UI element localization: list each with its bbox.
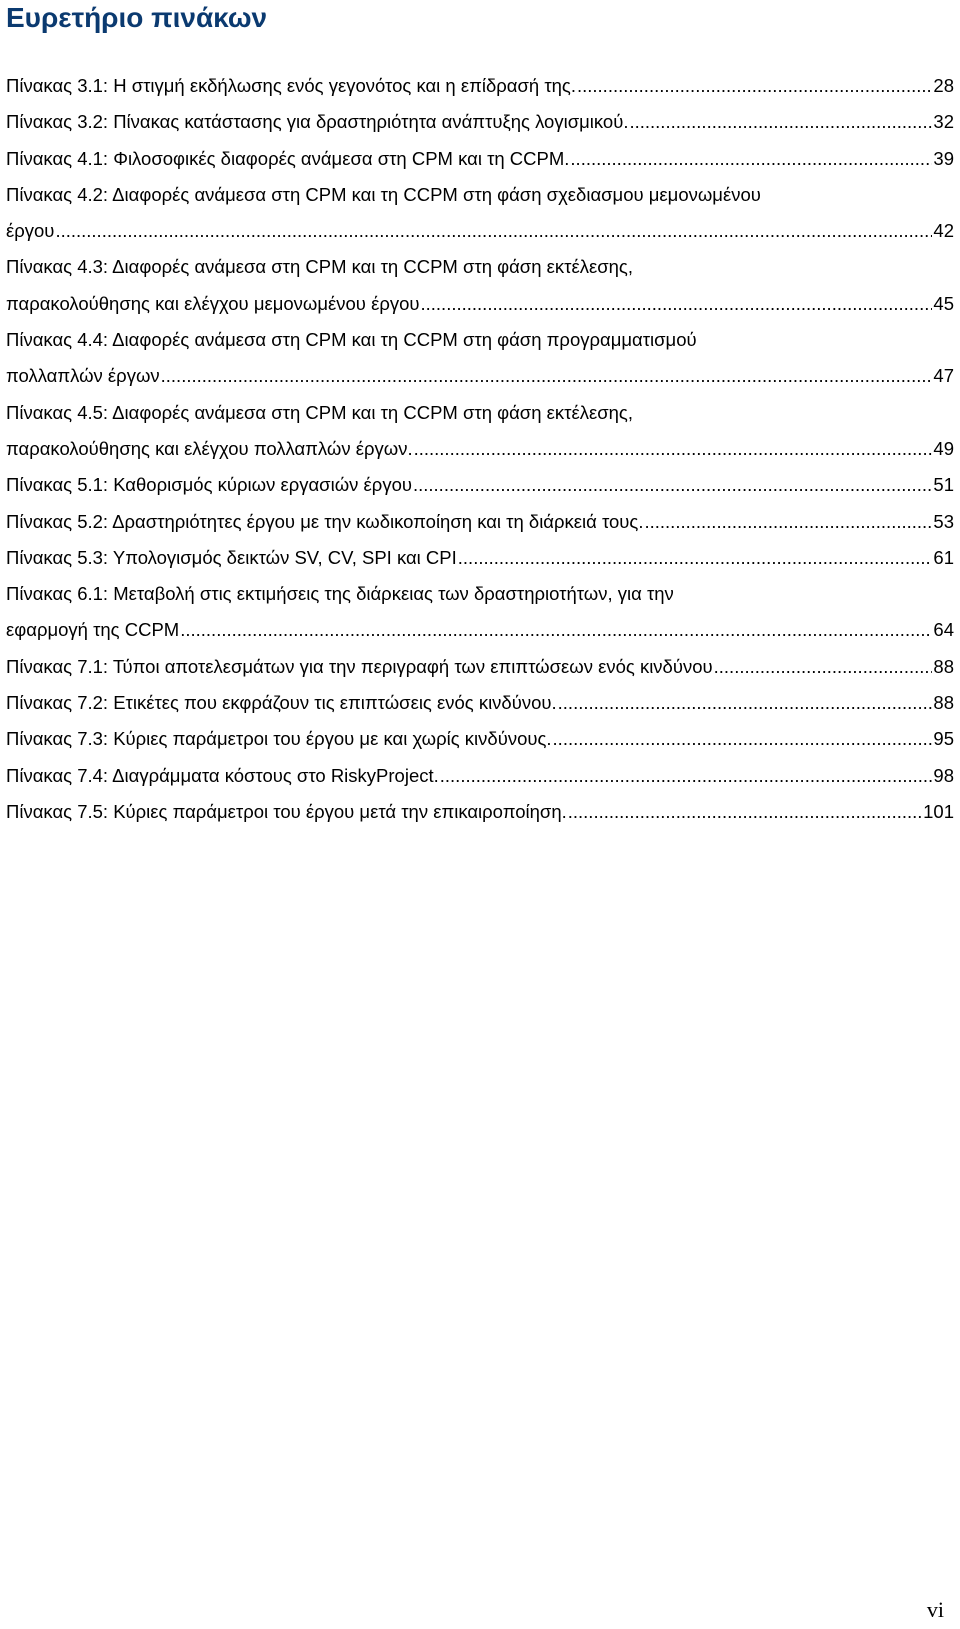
- toc-entry[interactable]: [6, 721, 954, 757]
- toc-entry-title: Πίνακας 7.4: Διαγράμματα κόστους στο RiskyProject.: [6, 764, 439, 786]
- dot-leader: [644, 504, 932, 540]
- toc-entry-first-line: Πίνακας 4.4: Διαφορές ανάμεσα στη CPM και τη CCPM στη φάση προγραμματισμού: [6, 329, 697, 351]
- toc-entry-title: Πίνακας 5.2: Δραστηριότητες έργου με την κωδικοποίηση και τη διάρκειά τους.: [6, 510, 644, 532]
- toc-entry-line: [6, 358, 954, 394]
- toc-entry-page-number: 101: [923, 800, 954, 822]
- dot-leader: [161, 358, 933, 394]
- toc-entry-page-number: 64: [933, 619, 954, 641]
- dot-leader: [553, 721, 933, 757]
- toc-entry[interactable]: [6, 504, 954, 540]
- document-page: [6, 0, 954, 1629]
- toc-entry[interactable]: [6, 467, 954, 503]
- dot-leader: [629, 104, 932, 140]
- toc-entry-line: [6, 467, 954, 503]
- dot-leader: [558, 685, 933, 721]
- toc-entry-line: [6, 649, 954, 685]
- dot-leader: [414, 431, 933, 467]
- dot-leader: [55, 213, 932, 249]
- toc-entry-line: [6, 758, 954, 794]
- toc-entry-line: [6, 213, 954, 249]
- toc-entry-page-number: 61: [933, 546, 954, 568]
- toc-entry-title: έργου: [6, 220, 55, 242]
- toc-entry-title: Πίνακας 7.2: Ετικέτες που εκφράζουν τις επιπτώσεις ενός κινδύνου.: [6, 692, 557, 714]
- toc-entry-line: [6, 104, 954, 140]
- toc-entry-title: Πίνακας 7.3: Κύριες παράμετροι του έργου με και χωρίς κινδύνους.: [6, 728, 552, 750]
- toc-entry-page-number: 42: [933, 220, 954, 242]
- toc-entry[interactable]: [6, 395, 954, 468]
- toc-entry-first-line: Πίνακας 6.1: Μεταβολή στις εκτιμήσεις της διάρκειας των δραστηριοτήτων, για την: [6, 583, 674, 605]
- toc-entry-title: Πίνακας 7.1: Τύποι αποτελεσμάτων για την περιγραφή των επιπτώσεων ενός κινδύνου: [6, 655, 713, 677]
- toc-entry[interactable]: [6, 322, 954, 395]
- toc-entry-page-number: 28: [933, 75, 954, 96]
- toc-entry[interactable]: [6, 141, 954, 177]
- toc-entry-page-number: 45: [933, 292, 954, 314]
- toc-entry-page-number: 98: [933, 764, 954, 786]
- footer-page-number: vi: [926, 1597, 944, 1622]
- toc-entry-line: [6, 286, 954, 322]
- page-title: Ευρετήριο πινάκων: [6, 2, 268, 33]
- toc-entry[interactable]: [6, 104, 954, 140]
- toc-entry-line: [6, 794, 954, 830]
- dot-leader: [180, 612, 932, 648]
- toc-entry-page-number: 51: [933, 474, 954, 496]
- toc-entry[interactable]: [6, 177, 954, 250]
- toc-entry[interactable]: [6, 249, 954, 322]
- toc-entry[interactable]: [6, 685, 954, 721]
- toc-entry-title: παρακολούθησης και ελέγχου πολλαπλών έργων.: [6, 437, 413, 459]
- toc-entry-page-number: 95: [933, 728, 954, 750]
- toc-entry-line: [6, 540, 954, 576]
- toc-entry-title: Πίνακας 7.5: Κύριες παράμετροι του έργου μετά την επικαιροποίηση.: [6, 800, 567, 822]
- toc-entry-line: [6, 68, 954, 104]
- toc-entry-first-line: Πίνακας 4.3: Διαφορές ανάμεσα στη CPM και τη CCPM στη φάση εκτέλεσης,: [6, 256, 633, 278]
- toc-entry-title: εφαρμογή της CCPM: [6, 619, 180, 641]
- toc-entry[interactable]: [6, 649, 954, 685]
- table-index-list: [6, 68, 954, 830]
- toc-entry-line: [6, 504, 954, 540]
- toc-entry-line: [6, 141, 954, 177]
- dot-leader: [458, 540, 933, 576]
- dot-leader: [577, 68, 932, 104]
- toc-entry-line: [6, 431, 954, 467]
- toc-entry[interactable]: [6, 576, 954, 649]
- toc-entry-line: [6, 721, 954, 757]
- toc-entry-title: Πίνακας 3.2: Πίνακας κατάστασης για δραστηριότητα ανάπτυξης λογισμικού.: [6, 111, 629, 133]
- toc-entry-page-number: 47: [933, 365, 954, 387]
- toc-entry-line: [6, 685, 954, 721]
- toc-entry[interactable]: [6, 68, 954, 104]
- toc-entry-first-line: Πίνακας 4.5: Διαφορές ανάμεσα στη CPM και τη CCPM στη φάση εκτέλεσης,: [6, 401, 633, 423]
- toc-entry-page-number: 53: [933, 510, 954, 532]
- toc-entry[interactable]: [6, 540, 954, 576]
- toc-entry-title: πολλαπλών έργων: [6, 365, 160, 387]
- toc-entry-title: Πίνακας 3.1: Η στιγμή εκδήλωσης ενός γεγονότος και η επίδρασή της.: [6, 75, 576, 96]
- toc-entry-line: [6, 612, 954, 648]
- toc-entry-page-number: 39: [933, 147, 954, 169]
- dot-leader: [440, 758, 933, 794]
- dot-leader: [421, 286, 933, 322]
- dot-leader: [568, 794, 922, 830]
- toc-entry-page-number: 88: [933, 655, 954, 677]
- toc-entry-title: παρακολούθησης και ελέγχου μεμονωμένου έργου: [6, 292, 420, 314]
- toc-entry-title: Πίνακας 4.1: Φιλοσοφικές διαφορές ανάμεσα στη CPM και τη CCPM.: [6, 147, 570, 169]
- toc-entry[interactable]: [6, 758, 954, 794]
- dot-leader: [413, 467, 932, 503]
- dot-leader: [570, 141, 932, 177]
- toc-entry[interactable]: [6, 794, 954, 830]
- toc-entry-first-line: Πίνακας 4.2: Διαφορές ανάμεσα στη CPM και τη CCPM στη φάση σχεδιασμου μεμονωμένου: [6, 183, 761, 205]
- toc-entry-page-number: 49: [933, 437, 954, 459]
- toc-entry-title: Πίνακας 5.1: Καθορισμός κύριων εργασιών έργου: [6, 474, 412, 496]
- toc-entry-page-number: 32: [933, 111, 954, 133]
- dot-leader: [714, 649, 933, 685]
- toc-entry-page-number: 88: [933, 692, 954, 714]
- toc-entry-title: Πίνακας 5.3: Υπολογισμός δεικτών SV, CV, SPI και CPI: [6, 546, 457, 568]
